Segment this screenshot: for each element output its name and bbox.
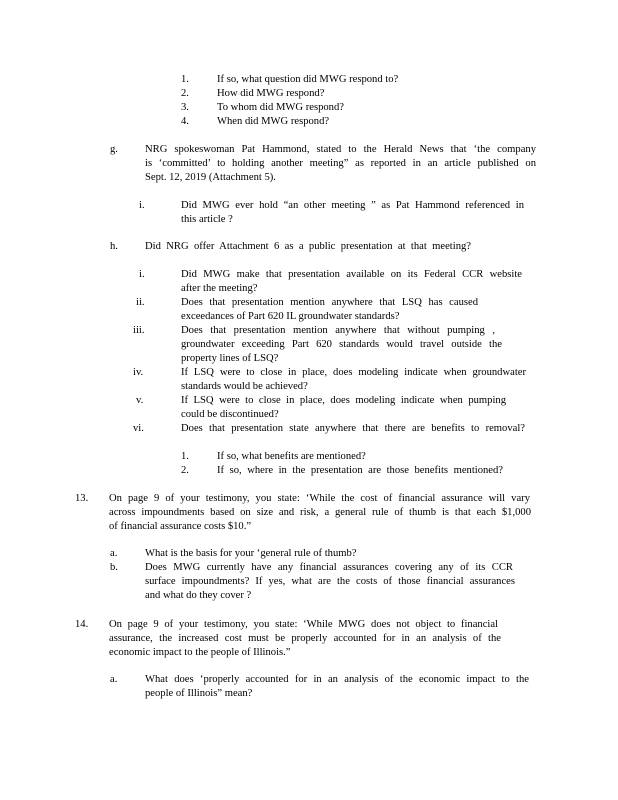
- list-number: 2.: [181, 465, 189, 476]
- paragraph-line: standards would be achieved?: [181, 381, 308, 392]
- list-item: If so, what question did MWG respond to?: [217, 74, 399, 85]
- item-label: h.: [110, 241, 118, 252]
- sub-label: v.: [136, 395, 144, 406]
- paragraph-line: across impoundments based on size and risk, a general rule of thumb is that each $1,000: [109, 507, 531, 518]
- sub-label: b.: [110, 562, 118, 573]
- paragraph-line: If LSQ were to close in place, does modeling indicate when pumping: [181, 395, 506, 406]
- list-item: If so, what benefits are mentioned?: [217, 451, 366, 462]
- paragraph-line: people of Illinois” mean?: [145, 688, 253, 699]
- paragraph-line: economic impact to the people of Illinois.”: [109, 647, 291, 658]
- paragraph-line: and what do they cover ?: [145, 590, 252, 601]
- sub-label: i.: [139, 269, 145, 280]
- paragraph-line: Does that presentation mention anywhere that LSQ has caused: [181, 297, 478, 308]
- list-number: 1.: [181, 451, 189, 462]
- sub-label: iv.: [133, 367, 144, 378]
- paragraph-line: Did MWG make that presentation available on its Federal CCR website: [181, 269, 522, 280]
- paragraph-line: this article ?: [181, 214, 233, 225]
- sub-label: i.: [139, 200, 145, 211]
- paragraph-line: of financial assurance costs $10.”: [109, 521, 252, 532]
- paragraph-line: is ‘committed’ to holding another meeting” as reported in an article published on: [145, 158, 536, 169]
- list-item: How did MWG respond?: [217, 88, 325, 99]
- paragraph-line: Did MWG ever hold “an other meeting ” as Pat Hammond referenced in: [181, 200, 524, 211]
- list-item: When did MWG respond?: [217, 116, 330, 127]
- paragraph-line: could be discontinued?: [181, 409, 279, 420]
- paragraph-line: What does ‘properly accounted for in an analysis of the economic impact to the: [145, 674, 529, 685]
- paragraph-line: after the meeting?: [181, 283, 258, 294]
- paragraph-line: What is the basis for your ‘general rule of thumb?: [145, 548, 357, 559]
- paragraph-line: property lines of LSQ?: [181, 353, 279, 364]
- paragraph-line: surface impoundments? If yes, what are the costs of those financial assurances: [145, 576, 515, 587]
- list-item: If so, where in the presentation are those benefits mentioned?: [217, 465, 503, 476]
- paragraph-line: Does that presentation mention anywhere that without pumping ,: [181, 325, 495, 336]
- sub-label: iii.: [133, 325, 145, 336]
- question-number: 14.: [75, 619, 89, 630]
- sub-label: ii.: [136, 297, 145, 308]
- list-number: 2.: [181, 88, 189, 99]
- question-number: 13.: [75, 493, 89, 504]
- paragraph-line: NRG spokeswoman Pat Hammond, stated to the Herald News that ‘the company: [145, 144, 536, 155]
- paragraph-line: On page 9 of your testimony, you state: ‘While MWG does not object to financial: [109, 619, 498, 630]
- sub-label: a.: [110, 674, 118, 685]
- list-number: 3.: [181, 102, 189, 113]
- paragraph-line: If LSQ were to close in place, does modeling indicate when groundwater: [181, 367, 526, 378]
- paragraph-line: assurance, the increased cost must be properly accounted for in an analysis of the: [109, 633, 501, 644]
- sub-label: a.: [110, 548, 118, 559]
- paragraph-line: On page 9 of your testimony, you state: ‘While the cost of financial assurance will vary: [109, 493, 530, 504]
- list-number: 1.: [181, 74, 189, 85]
- paragraph-line: Does that presentation state anywhere that there are benefits to removal?: [181, 423, 525, 434]
- paragraph-line: Did NRG offer Attachment 6 as a public presentation at that meeting?: [145, 241, 471, 252]
- list-number: 4.: [181, 116, 189, 127]
- paragraph-line: exceedances of Part 620 IL groundwater standards?: [181, 311, 400, 322]
- sub-label: vi.: [133, 423, 144, 434]
- list-item: To whom did MWG respond?: [217, 102, 344, 113]
- item-label: g.: [110, 144, 118, 155]
- paragraph-line: groundwater exceeding Part 620 standards would travel outside the: [181, 339, 502, 350]
- paragraph-line: Sept. 12, 2019 (Attachment 5).: [145, 172, 276, 183]
- paragraph-line: Does MWG currently have any financial assurances covering any of its CCR: [145, 562, 513, 573]
